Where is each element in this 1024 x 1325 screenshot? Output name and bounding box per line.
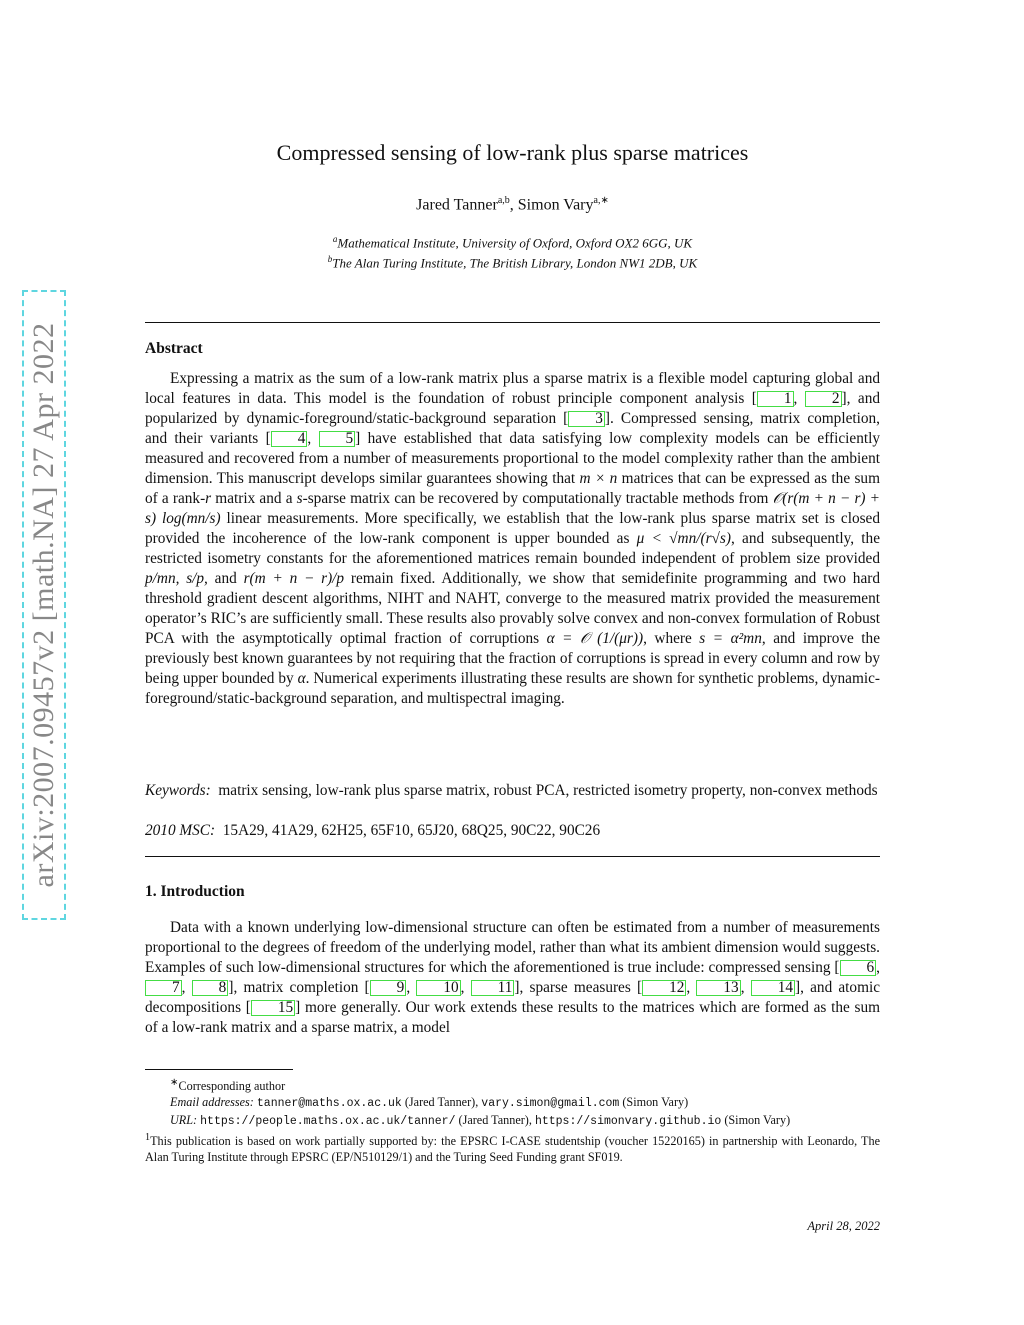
citation-link[interactable]: 2 <box>805 391 842 407</box>
affiliation-text: The Alan Turing Institute, The British Library, London NW1 2DB, UK <box>332 255 698 271</box>
citation-link[interactable]: 8 <box>192 980 229 996</box>
arxiv-stamp[interactable] <box>22 290 66 920</box>
preprint-date: April 28, 2022 <box>807 1219 880 1233</box>
math-expr: α = 𝒪 (1/(μr)) <box>546 630 644 647</box>
footnote-emails: Email addresses: tanner@maths.ox.ac.uk (Jared Tanner), vary.simon@gmail.com (Simon Vary) <box>170 1095 689 1111</box>
author-name: Jared Tanner <box>416 196 498 214</box>
email-link[interactable]: tanner@maths.ox.ac.uk <box>256 1097 402 1111</box>
citation-link[interactable]: 11 <box>471 980 515 996</box>
math-expr: p/mn, s/p, <box>145 570 208 587</box>
url-link[interactable]: https://simonvary.github.io <box>534 1115 722 1129</box>
affiliations <box>145 231 880 272</box>
abstract-text: Expressing a matrix as the sum of a low-rank matrix plus a sparse matrix is a flexible model capturing global and local features in data. This model is the foundation of robust principle component analysis [ 1 , 2 ], and popularized by dynamic-foreground/static-background separation [ 3 ]. Compressed sensing, matrix completion, and their variants [ 4 , 5 ] have established that data satisfying low complexity models can be efficiently measured and recovered from a number of measurements proportional to the model complexity rather than the ambient dimension. This manuscript develops similar guarantees showing that m × n matrices that can be expressed as the sum of a rank-r matrix and a s-sparse matrix can be recovered by computationally tractable methods from 𝒪(r(m + n − r) + s) log(mn/s) linear measurements. More specifically, we establish that the low-rank plus sparse matrix set is closed provided the incoherence of the low-rank component is upper bounded as μ < √mn/(r√s), and subsequently, the restricted isometry constants for the aforementioned matrices remain bounded independent of problem size provided p/mn, s/p, and r(m + n − r)/p remain fixed. Additionally, we show that semidefinite programming and two hard threshold gradient descent algorithms, NIHT and NAHT, converge to the measured matrix provided the measurement operator’s RIC’s are sufficiently small. These results also provably solve convex and non-convex formulation of Robust PCA with the asymptotically optimal fraction of corruptions α = 𝒪 (1/(μr)), where s = α²mn, and improve the previously best known guarantees by not requiring that the fraction of corruptions is spread in every column and row by being upper bounded by α. Numerical experiments illustrating these results are shown for synthetic problems, dynamic-foreground/static-background separation, and multispectral imaging. <box>145 370 880 707</box>
citation-link[interactable]: 10 <box>416 980 460 996</box>
author-name: Simon Vary <box>517 196 594 214</box>
footnote-urls: URL: https://people.maths.ox.ac.uk/tanner/ (Jared Tanner), https://simonvary.github.io (Simon Vary) <box>170 1113 791 1129</box>
affiliation-marker: a <box>332 234 338 244</box>
footnotes <box>145 1075 880 1165</box>
author-separator: , <box>509 196 518 214</box>
arxiv-id-text: arXiv:2007.09457v2 [math.NA] 27 Apr 2022 <box>27 322 60 888</box>
keywords-text: matrix sensing, low-rank plus sparse matrix, robust PCA, restricted isometry property, non-convex methods <box>218 782 878 799</box>
math-expr: μ < √mn/(r√s) <box>636 530 731 547</box>
paper-title: Compressed sensing of low-rank plus sparse matrices <box>276 140 749 165</box>
citation-link[interactable]: 12 <box>642 980 686 996</box>
math-expr: s <box>296 490 303 507</box>
footnote-rule <box>145 1069 293 1070</box>
math-expr: 𝒪(r(m + n − r) + s) log(mn/s) <box>145 490 880 527</box>
url-link[interactable]: https://people.maths.ox.ac.uk/tanner/ <box>200 1115 456 1129</box>
author-affil-marker: a,∗ <box>593 195 609 206</box>
bottom-rule <box>145 856 880 857</box>
affiliation-marker: b <box>327 254 333 265</box>
introduction-text: Data with a known underlying low-dimensional structure can often be estimated from a number of measurements proportional to the degrees of freedom of the underlying model, rather than what its ambient dimension would suggests. Examples of such low-dimensional structures for which the aforementioned is true include: compressed sensing [ 6 , 7 , 8 ], matrix completion [ 9 , 10 , 11 ], sparse measures [ 12 , 13 , 14 ], and atomic decompositions [ 15 ] more generally. Our work extends these results to the matrices which are formed as the sum of a low-rank matrix and a sparse matrix, a model <box>145 919 881 1036</box>
footnote-corresponding: ∗Corresponding author <box>170 1077 286 1094</box>
abstract-heading: Abstract <box>145 340 203 357</box>
msc-label: 2010 MSC: <box>145 822 216 839</box>
author-affil-marker: a,b <box>497 195 510 206</box>
msc-codes <box>145 821 880 841</box>
citation-link[interactable]: 1 <box>757 391 794 407</box>
math-expr: m × n <box>579 470 618 487</box>
affiliation-line <box>145 251 880 271</box>
math-expr: s = α²mn <box>699 630 762 647</box>
affiliation-text: Mathematical Institute, University of Oxford, Oxford OX2 6GG, UK <box>337 235 693 251</box>
citation-link[interactable]: 3 <box>568 411 605 427</box>
footnote-funding: $^1$This publication is based on work partially supported by: the EPSRC I-CASE studentship (voucher 15220165) in partnership with Leonardo, The Alan Turing Institute through EPSRC (EP/N510129/1) and the Turing Seed Funding grant SF019. <box>145 1132 880 1165</box>
msc-text: 15A29, 41A29, 62H25, 65F10, 65J20, 68Q25, 90C22, 90C26 <box>222 822 601 839</box>
citation-link[interactable]: 9 <box>370 980 407 996</box>
citation-link[interactable]: 15 <box>251 1000 295 1016</box>
keywords-label: Keywords: <box>145 782 211 799</box>
math-expr: r <box>205 490 212 507</box>
email-link[interactable]: vary.simon@gmail.com <box>481 1097 620 1111</box>
top-rule <box>145 322 880 323</box>
citation-link[interactable]: 13 <box>696 980 740 996</box>
affiliation-line <box>145 231 880 251</box>
citation-link[interactable]: 14 <box>751 980 795 996</box>
section-heading-introduction: 1. Introduction <box>145 883 245 900</box>
citation-link[interactable]: 4 <box>271 431 308 447</box>
math-expr: r(m + n − r)/p <box>243 570 345 587</box>
citation-link[interactable]: 5 <box>319 431 356 447</box>
keywords <box>145 781 880 801</box>
citation-link[interactable]: 6 <box>840 960 877 976</box>
author-list <box>145 195 880 214</box>
citation-link[interactable]: 7 <box>145 980 182 996</box>
math-expr: α <box>297 670 306 687</box>
